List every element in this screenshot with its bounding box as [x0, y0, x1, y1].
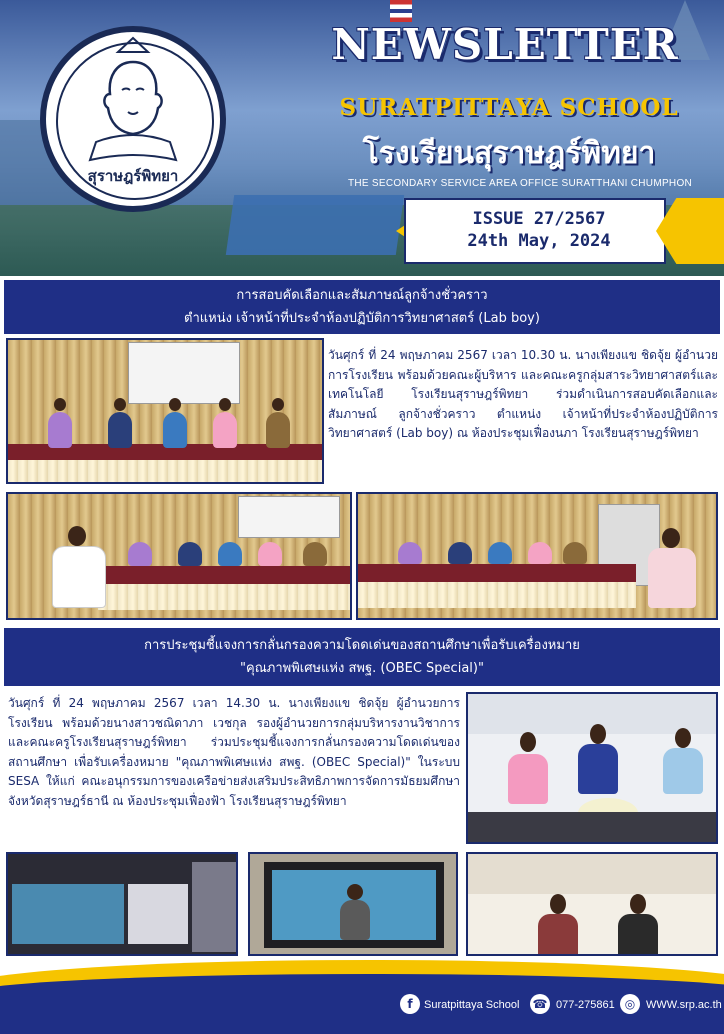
- article2-photo-online-left: [6, 852, 238, 956]
- article1-headline-line2: ตำแหน่ง เจ้าหน้าที่ประจำห้องปฏิบัติการวิทยาศาสตร์ (Lab boy): [184, 311, 540, 326]
- article1-photo-main: [6, 338, 324, 484]
- article2-headline-line2: "คุณภาพพิเศษแห่ง สพฐ. (OBEC Special)": [240, 661, 484, 676]
- issue-date: 24th May, 2024: [467, 231, 611, 251]
- article2-photo-participants: [466, 852, 718, 956]
- article2-body: วันศุกร์ ที่ 24 พฤษภาคม 2567 เวลา 14.30 น. นางเพียงแข ชิดจุ้ย ผู้อำนวยการโรงเรียน พร้อมด้วยนางสาวชณิดาภา เวชกุล รองผู้อำนวยการกลุ่มบริหารงานวิชาการ และคณะครูโรงเรียนสุราษฎร์พิทยา ร่วมประชุมชี้แจงการกลั่นกรองความโดดเด่นของสถานศึกษา เพื่อรับเครื่องหมาย "คุณภาพพิเศษแห่ง สพฐ. (OBEC Special)" ในระบบ SESA ให้แก่ คณะอนุกรรมการของเครือข่ายส่งเสริมประสิทธิภาพการจัดการมัธยมศึกษา จังหวัดสุราษฎร์ธานี ณ ห้องประชุมเฟื่องฟ้า โรงเรียนสุราษฎร์พิทยา: [8, 696, 460, 808]
- footer-website[interactable]: WWW.srp.ac.th: [646, 999, 722, 1011]
- background-roof: [226, 195, 404, 255]
- phone-icon: ☎: [530, 994, 550, 1014]
- facebook-icon: f: [400, 994, 420, 1014]
- article2-photo-online-center: [248, 852, 458, 956]
- article2-photo-meeting: [466, 692, 718, 844]
- issue-info: [422, 208, 656, 252]
- seal-text: สุราษฎร์พิทยา: [87, 167, 179, 185]
- school-name-th: โรงเรียนสุราษฎร์พิทยา: [362, 136, 656, 171]
- thai-flag-icon: [390, 0, 412, 22]
- globe-icon: ◎: [620, 994, 640, 1014]
- school-seal-logo: [40, 26, 226, 212]
- article1-photo-right: [356, 492, 718, 620]
- article1-headline-line1: การสอบคัดเลือกและสัมภาษณ์ลูกจ้างชั่วคราว: [236, 288, 488, 303]
- article1-headline: [4, 280, 720, 334]
- newsletter-title: NEWSLETTER: [331, 20, 679, 69]
- footer-bar: [0, 960, 724, 1024]
- article1-body: วันศุกร์ ที่ 24 พฤษภาคม 2567 เวลา 10.30 น. นางเพียงแข ชิดจุ้ย ผู้อำนวยการโรงเรียน พร้อมด้วยคณะผู้บริหาร และคณะครูกลุ่มสาระวิทยาศาสตร์และเทคโนโลยี โรงเรียนสุราษฎร์พิทยา ร่วมดำเนินการสอบคัดเลือกและสัมภาษณ์ ลูกจ้างชั่วคราว ตำแหน่ง เจ้าหน้าที่ประจำห้องปฏิบัติการ วิทยาศาสตร์ (Lab boy) ณ ห้องประชุมเฟื่องนภา โรงเรียนสุราษฎร์พิทยา: [328, 348, 718, 441]
- article1-photo-left: [6, 492, 352, 620]
- article2-headline-line1: การประชุมชี้แจงการกลั่นกรองความโดดเด่นของสถานศึกษาเพื่อรับเครื่องหมาย: [144, 638, 580, 653]
- area-office-label: THE SECONDARY SERVICE AREA OFFICE SURATTHANI CHUMPHON: [347, 178, 693, 189]
- school-name-en: SURATPITTAYA SCHOOL: [339, 94, 679, 121]
- footer-phone[interactable]: 077-275861: [556, 999, 615, 1011]
- issue-number: ISSUE 27/2567: [472, 209, 606, 229]
- article2-headline: [4, 628, 720, 686]
- footer-facebook[interactable]: Suratpittaya School: [424, 999, 520, 1011]
